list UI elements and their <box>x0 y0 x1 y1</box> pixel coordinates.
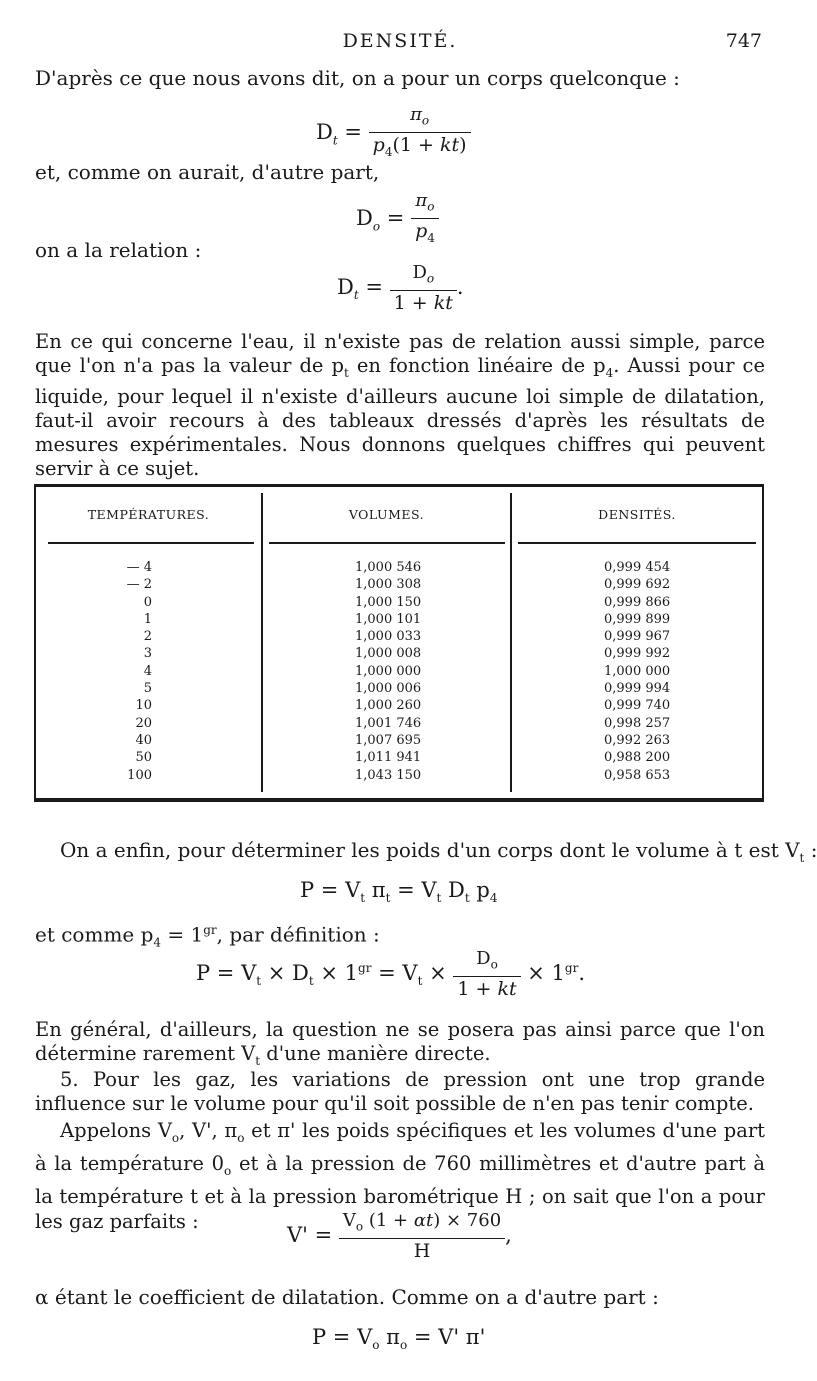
temperature-cell: 5 <box>143 681 152 697</box>
eq2-fraction <box>411 190 439 249</box>
eq1-num-sub: o <box>421 113 430 128</box>
eq1-den-p: p <box>372 133 385 156</box>
running-header <box>0 30 800 56</box>
volume-cell: 1,007 695 <box>355 732 422 748</box>
paragraph-other-part: et, comme on aurait, d'autre part, <box>35 160 380 184</box>
eq1-den-open: (1 + <box>392 133 440 156</box>
temperature-cell: 2 <box>143 629 152 645</box>
temperature-cell: — 4 <box>126 560 152 575</box>
paragraph-alpha: α étant le coefficient de dilatation. Comme on a d'autre part : <box>35 1285 659 1309</box>
header-rule-3 <box>518 542 756 544</box>
header-rule-1 <box>48 542 254 544</box>
density-cell: 0,958 653 <box>604 767 671 783</box>
column-volumes <box>355 559 475 784</box>
eq1-den-close: ) <box>459 133 467 156</box>
eq1-num: π <box>410 104 422 125</box>
volume-cell: 1,000 101 <box>355 611 422 627</box>
eq6-den: H <box>413 1239 431 1262</box>
temperature-cell: 1 <box>143 611 152 627</box>
paragraph-call: Appelons $V_o$, V', $\pi_o$ et π' les poids spécifiques et les volumes d'une part à la température $0_o$ et à la pression de 760 millimètres et d'autre part à la température t et à la pression barométrique H ; on sait que l'on a pour les gaz parfaits : <box>35 1119 765 1233</box>
eq3-den-kt: kt <box>433 291 453 314</box>
eq2-lhs-sub: o <box>372 219 381 234</box>
eq1-fraction <box>369 104 471 163</box>
density-cell: 1,000 000 <box>604 663 671 679</box>
density-cell: 0,999 740 <box>604 698 671 714</box>
eq6-lhs: V' = <box>287 1222 339 1247</box>
eq6-num: $V_o$ (1 + αt) × 760 <box>339 1210 505 1239</box>
column-densities <box>604 559 724 784</box>
volume-cell: 1,000 006 <box>355 681 422 697</box>
temperature-cell: 100 <box>127 767 152 783</box>
eq1-den-kt: kt <box>439 133 460 156</box>
temperature-cell: 40 <box>135 732 152 748</box>
eq1-lhs: D <box>316 120 333 145</box>
equation-weight: $P = V_t$ $\pi_t = V_t$ $D_t$ $p_4$ <box>300 878 498 906</box>
temperature-cell: 3 <box>143 646 152 662</box>
temperature-cell: 50 <box>135 750 152 766</box>
eq3-fraction <box>390 262 457 315</box>
paragraph-definition: et comme $p_4 = 1^{gr}$, par définition : <box>35 922 380 950</box>
density-cell: 0,999 692 <box>604 577 671 593</box>
volume-cell: 1,000 000 <box>355 663 422 679</box>
temperature-cell: 4 <box>143 663 152 679</box>
eq6-fraction <box>339 1210 505 1263</box>
col-header-volumes: VOLUMES. <box>348 507 425 522</box>
density-cell: 0,999 899 <box>604 611 671 627</box>
eq1-den-sub: 4 <box>384 144 393 159</box>
eq2-num-sub: o <box>427 199 435 214</box>
density-cell: 0,998 257 <box>604 715 671 731</box>
paragraph-water: En ce qui concerne l'eau, il n'existe pas de relation aussi simple, parce que l'on n'a pas la valeur de $p_t$ en fonction linéaire de $p_4$. Aussi pour ce liquide, pour lequel il n'existe d'ailleurs aucune loi simple de dilatation, faut-il avoir recours à des tableaux dressés d'après les résultats de mesures expérimentales. Nous donnons quelques chiffres qui peuvent servir à ce sujet. <box>35 330 766 480</box>
density-cell: 0,999 994 <box>604 681 671 697</box>
table-divider-2 <box>510 493 512 792</box>
equation-density-t <box>316 104 471 163</box>
header-title: DENSITÉ. <box>342 30 458 52</box>
volume-cell: 1,011 941 <box>355 750 422 766</box>
table-divider-1 <box>261 493 263 792</box>
eq3-num-sub: o <box>426 271 435 286</box>
page-number: 747 <box>725 30 762 52</box>
paragraph-general: En général, d'ailleurs, la question ne se posera pas ainsi parce que l'on détermine rarement $V_t$ d'une manière directe. <box>35 1018 765 1068</box>
equation-weight-expanded <box>196 948 585 1001</box>
temperature-cell: 20 <box>135 715 152 731</box>
eq3-tail: . <box>456 274 464 299</box>
paragraph-intro: D'après ce que nous avons dit, on a pour un corps quelconque : <box>35 66 680 90</box>
eq6-tail: , <box>505 1222 512 1247</box>
temperature-cell: 0 <box>143 594 152 610</box>
paragraph-gases: 5. Pour les gaz, les variations de pression ont une trop grande influence sur le volume pour qu'il soit possible de n'en pas tenir compte. <box>35 1068 765 1115</box>
eq2-num: π <box>415 190 428 211</box>
paragraph-relation: on a la relation : <box>35 238 202 262</box>
eq1-equals: = <box>344 120 362 145</box>
density-cell: 0,999 866 <box>604 594 671 610</box>
density-cell: 0,988 200 <box>604 750 671 766</box>
eq2-den: p <box>415 219 428 242</box>
eq5-right: × $1^{gr}$. <box>520 960 586 985</box>
eq5-fraction <box>453 948 520 1001</box>
eq3-equals: = <box>365 274 383 299</box>
col-header-densities: DENSITÉS. <box>598 507 676 522</box>
equation-gas-weight: $P = V_o$ $\pi_o = V'$ π' <box>312 1325 486 1353</box>
volume-cell: 1,000 260 <box>355 698 422 714</box>
eq5-num: $D_o$ <box>453 948 520 977</box>
eq5-left: $P = V_t \times D_t \times 1^{gr} = V_t$ × <box>196 960 454 988</box>
eq3-lhs-sub: t <box>353 287 359 302</box>
density-cell: 0,999 992 <box>604 646 671 662</box>
volume-cell: 1,000 150 <box>355 594 422 610</box>
equation-gas-volume <box>287 1210 512 1263</box>
water-density-table <box>34 484 764 802</box>
equation-density-0 <box>356 190 439 249</box>
eq3-lhs: D <box>337 274 354 299</box>
volume-cell: 1,000 546 <box>355 560 422 575</box>
paragraph-weight: On a enfin, pour déterminer les poids d'un corps dont le volume à t est $V_t$ : <box>60 838 817 865</box>
density-cell: 0,999 454 <box>604 560 671 575</box>
column-temperatures <box>36 559 152 784</box>
eq3-den-a: 1 + <box>393 291 434 314</box>
eq2-den-sub: 4 <box>427 230 435 245</box>
volume-cell: 1,000 308 <box>355 577 422 593</box>
eq2-equals: = <box>386 206 405 231</box>
volume-cell: 1,001 746 <box>355 715 422 731</box>
density-cell: 0,992 263 <box>604 732 671 748</box>
eq3-num: D <box>412 262 427 283</box>
volume-cell: 1,000 008 <box>355 646 422 662</box>
eq1-lhs-sub: t <box>332 133 338 148</box>
header-rule-2 <box>269 542 505 544</box>
temperature-cell: — 2 <box>126 577 152 593</box>
volume-cell: 1,000 033 <box>355 629 422 645</box>
temperature-cell: 10 <box>135 698 152 714</box>
col-header-temperatures: TEMPÉRATURES. <box>87 507 210 522</box>
eq5-den: 1 + kt <box>457 977 517 1000</box>
density-cell: 0,999 967 <box>604 629 671 645</box>
eq2-lhs: D <box>356 206 373 231</box>
volume-cell: 1,043 150 <box>355 767 422 783</box>
equation-relation <box>337 262 464 315</box>
